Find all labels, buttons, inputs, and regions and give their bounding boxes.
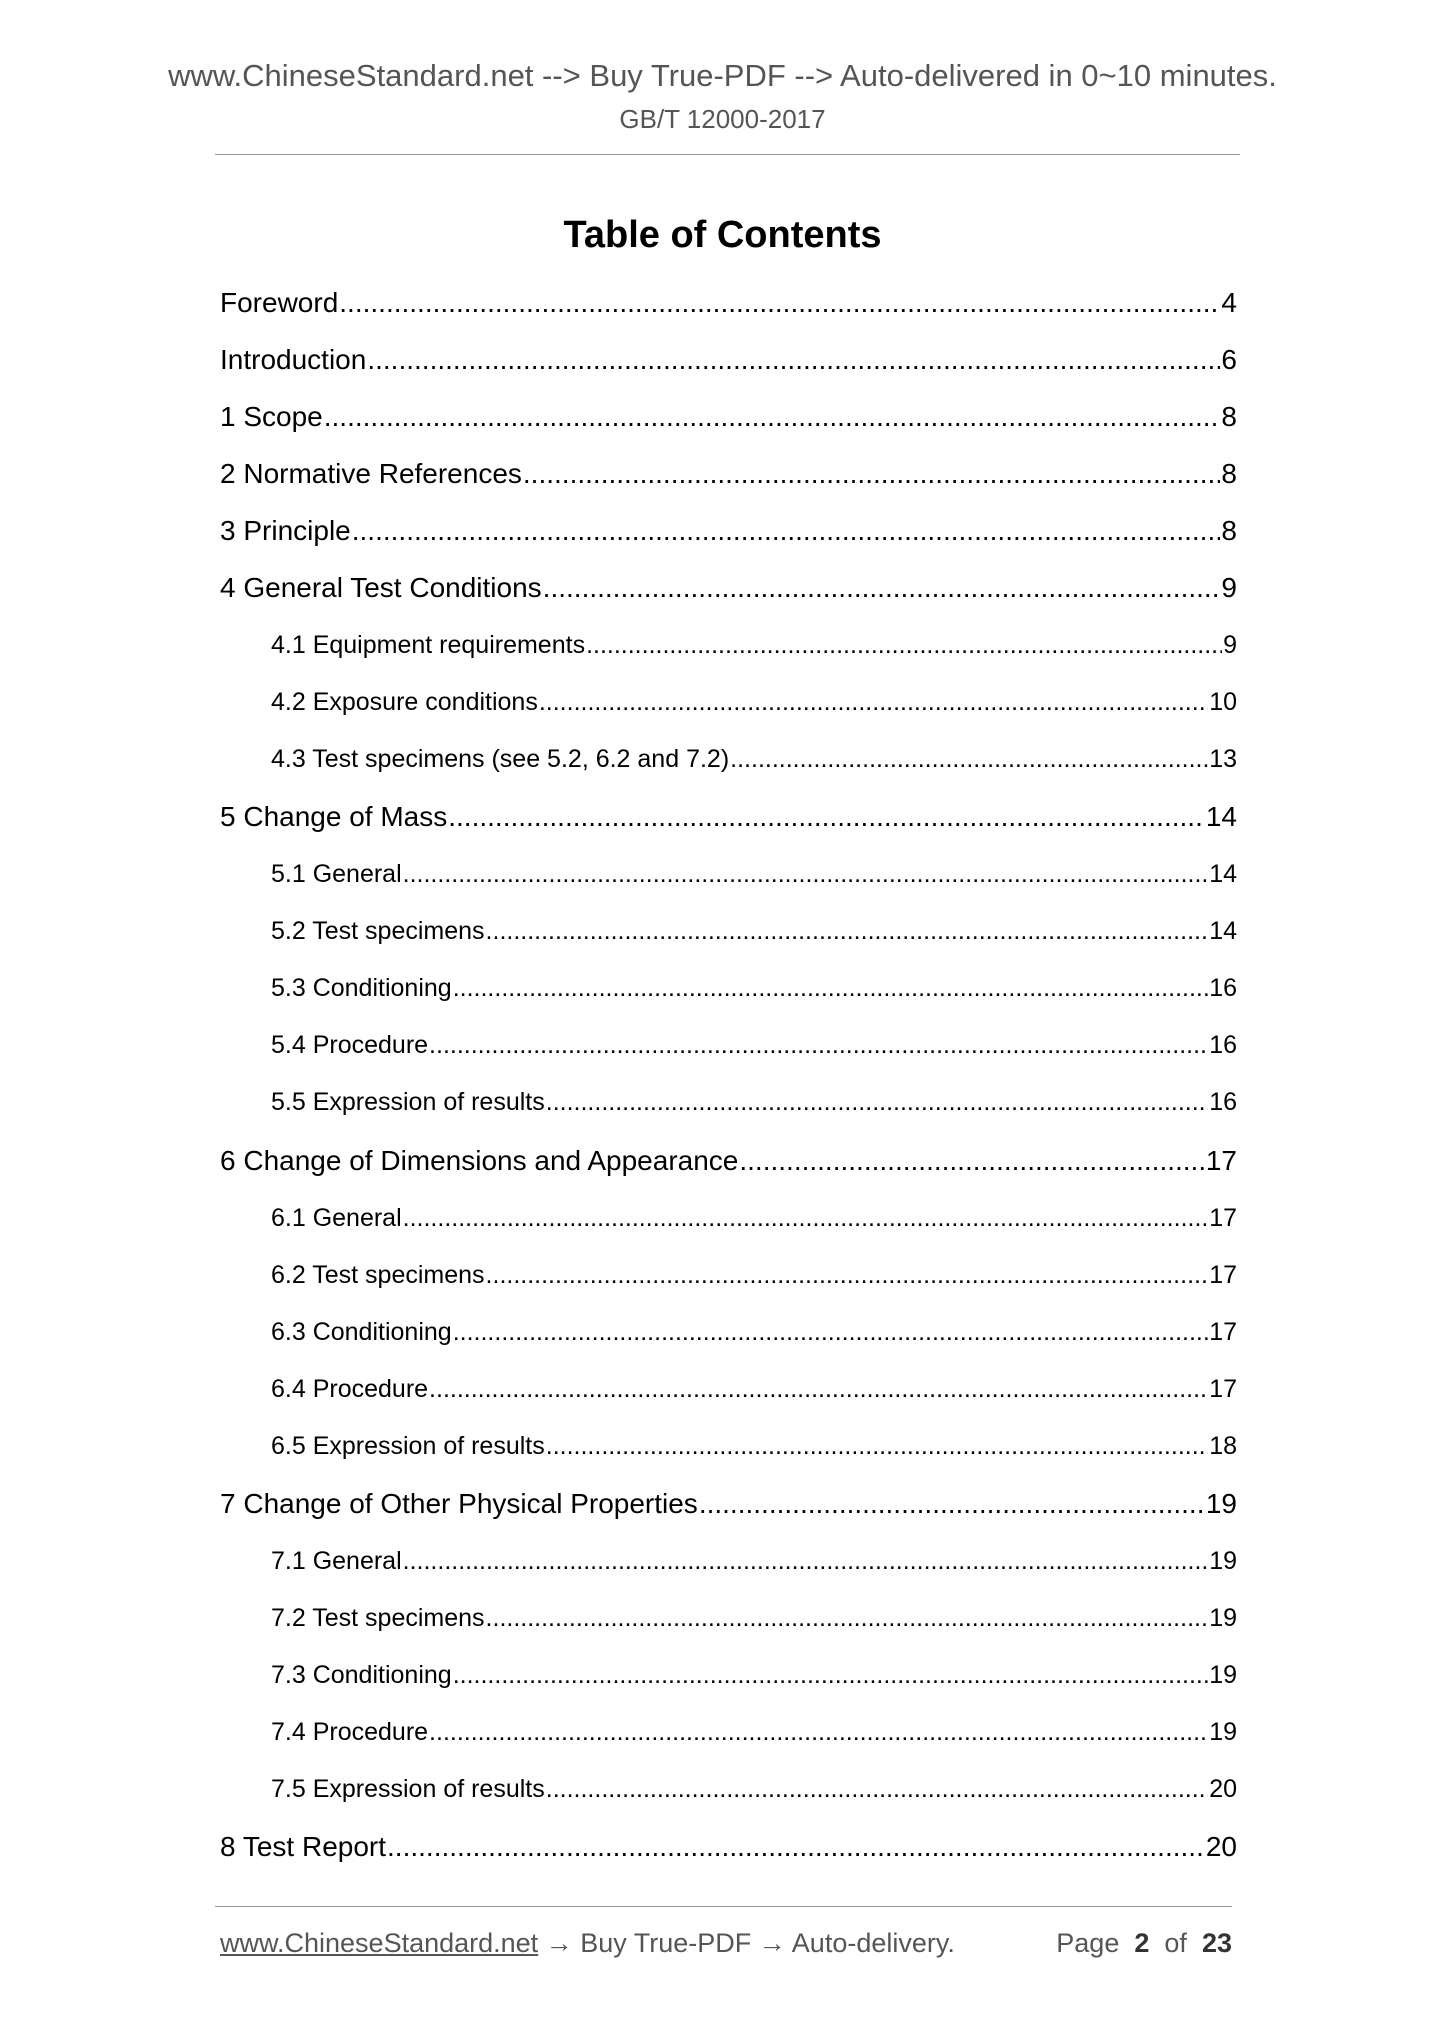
dot-leader bbox=[339, 287, 1220, 319]
toc-entry-7-5[interactable] bbox=[271, 1775, 1237, 1804]
toc-entry-7-4[interactable] bbox=[271, 1718, 1237, 1747]
toc-entry-label: Foreword bbox=[220, 287, 339, 318]
footer-divider bbox=[215, 1906, 1232, 1907]
footer-delivery-text: Auto-delivery. bbox=[791, 1928, 955, 1958]
dot-leader bbox=[586, 631, 1222, 660]
toc-entry-7[interactable] bbox=[220, 1488, 1237, 1520]
toc-entry-6[interactable] bbox=[220, 1145, 1237, 1177]
dot-leader bbox=[387, 1831, 1205, 1863]
toc-entry-page: 9 bbox=[1223, 631, 1237, 659]
toc-entry-label: 6.3 Conditioning bbox=[271, 1318, 452, 1346]
toc-entry-6-2[interactable] bbox=[271, 1261, 1237, 1290]
arrow-right-icon: → bbox=[545, 1928, 573, 1958]
toc-entry-5-4[interactable] bbox=[271, 1031, 1237, 1060]
page-word: Page bbox=[1056, 1928, 1120, 1958]
toc-entry-label: 6.2 Test specimens bbox=[271, 1261, 485, 1289]
footer-promo bbox=[220, 1928, 955, 1959]
toc-entry-label: 5 Change of Mass bbox=[220, 801, 448, 832]
dot-leader bbox=[403, 1204, 1209, 1233]
toc-entry-5-1[interactable] bbox=[271, 860, 1237, 889]
toc-entry-7-2[interactable] bbox=[271, 1604, 1237, 1633]
dot-leader bbox=[429, 1031, 1208, 1060]
dot-leader bbox=[739, 1145, 1204, 1177]
page-counter bbox=[1056, 1928, 1232, 1959]
toc-entry-6-5[interactable] bbox=[271, 1432, 1237, 1461]
toc-entry-label: 6.1 General bbox=[271, 1204, 402, 1232]
toc-entry-label: 1 Scope bbox=[220, 401, 323, 432]
toc-entry-page: 8 bbox=[1221, 458, 1237, 489]
toc-entry-page: 13 bbox=[1209, 745, 1237, 773]
dot-leader bbox=[730, 745, 1208, 774]
toc-entry-6-3[interactable] bbox=[271, 1318, 1237, 1347]
toc-entry-label: 6 Change of Dimensions and Appearance bbox=[220, 1145, 739, 1176]
dot-leader bbox=[429, 1375, 1208, 1404]
toc-entry-5-2[interactable] bbox=[271, 917, 1237, 946]
toc-entry-8[interactable] bbox=[220, 1831, 1237, 1863]
toc-entry-page: 19 bbox=[1209, 1718, 1237, 1746]
toc-entry-label: 7.4 Procedure bbox=[271, 1718, 429, 1746]
toc-entry-label: 6.5 Expression of results bbox=[271, 1432, 545, 1460]
toc-entry-4-2[interactable] bbox=[271, 688, 1237, 717]
toc-entry-label: 5.5 Expression of results bbox=[271, 1088, 545, 1116]
dot-leader bbox=[543, 572, 1221, 604]
toc-entry-6-4[interactable] bbox=[271, 1375, 1237, 1404]
toc-entry-page: 19 bbox=[1205, 1488, 1237, 1519]
toc-entry-label: 7.3 Conditioning bbox=[271, 1661, 452, 1689]
toc-entry-page: 19 bbox=[1209, 1661, 1237, 1689]
toc-entry-label: 3 Principle bbox=[220, 515, 351, 546]
dot-leader bbox=[699, 1488, 1205, 1520]
toc-entry-4-3[interactable] bbox=[271, 745, 1237, 774]
toc-entry-page: 17 bbox=[1209, 1375, 1237, 1403]
dot-leader bbox=[367, 344, 1220, 376]
toc-entry-4-1[interactable] bbox=[271, 631, 1237, 660]
toc-entry-page: 17 bbox=[1209, 1261, 1237, 1289]
toc-entry-page: 9 bbox=[1221, 572, 1237, 603]
toc-entry-label: Introduction bbox=[220, 344, 367, 375]
toc-entry-label: 4 General Test Conditions bbox=[220, 572, 542, 603]
toc-entry-page: 14 bbox=[1209, 860, 1237, 888]
dot-leader bbox=[453, 1661, 1208, 1690]
toc-entry-label: 7.1 General bbox=[271, 1547, 402, 1575]
dot-leader bbox=[429, 1718, 1208, 1747]
toc-entry-page: 6 bbox=[1221, 344, 1237, 375]
toc-entry-page: 18 bbox=[1209, 1432, 1237, 1460]
toc-entry-5[interactable] bbox=[220, 801, 1237, 833]
toc-entry-page: 14 bbox=[1209, 917, 1237, 945]
toc-entry-foreword[interactable] bbox=[220, 287, 1237, 319]
toc-entry-page: 17 bbox=[1209, 1204, 1237, 1232]
toc-entry-label: 5.4 Procedure bbox=[271, 1031, 429, 1059]
page-number: 2 bbox=[1134, 1928, 1150, 1958]
toc-entry-page: 8 bbox=[1221, 401, 1237, 432]
header-banner: www.ChineseStandard.net --> Buy True-PDF --> Auto-delivered in 0~10 minutes. bbox=[168, 58, 1277, 93]
toc-entry-page: 20 bbox=[1209, 1775, 1237, 1803]
dot-leader bbox=[539, 688, 1208, 717]
dot-leader bbox=[546, 1432, 1208, 1461]
toc-entry-5-5[interactable] bbox=[271, 1088, 1237, 1117]
toc-entry-page: 10 bbox=[1209, 688, 1237, 716]
toc-entry-7-1[interactable] bbox=[271, 1547, 1237, 1576]
toc-entry-4[interactable] bbox=[220, 572, 1237, 604]
dot-leader bbox=[546, 1088, 1208, 1117]
toc-entry-label: 7.2 Test specimens bbox=[271, 1604, 485, 1632]
toc-entry-page: 16 bbox=[1209, 1088, 1237, 1116]
toc-entry-label: 6.4 Procedure bbox=[271, 1375, 429, 1403]
toc-entry-label: 4.3 Test specimens (see 5.2, 6.2 and 7.2) bbox=[271, 745, 730, 773]
toc-entry-label: 7.5 Expression of results bbox=[271, 1775, 545, 1803]
arrow-right-icon: → bbox=[758, 1928, 786, 1958]
toc-entry-page: 16 bbox=[1209, 1031, 1237, 1059]
toc-entry-page: 16 bbox=[1209, 974, 1237, 1002]
toc-entry-page: 14 bbox=[1205, 801, 1237, 832]
page-total: 23 bbox=[1201, 1928, 1232, 1958]
of-word: of bbox=[1164, 1928, 1187, 1958]
toc-entry-5-3[interactable] bbox=[271, 974, 1237, 1003]
toc-entry-page: 4 bbox=[1221, 287, 1237, 318]
dot-leader bbox=[448, 801, 1205, 833]
footer-site-link[interactable]: www.ChineseStandard.net bbox=[220, 1928, 539, 1958]
dot-leader bbox=[403, 860, 1209, 889]
toc-entry-6-1[interactable] bbox=[271, 1204, 1237, 1233]
dot-leader bbox=[324, 401, 1221, 433]
toc-entry-label: 7 Change of Other Physical Properties bbox=[220, 1488, 698, 1519]
page-title: Table of Contents bbox=[563, 214, 882, 256]
dot-leader bbox=[453, 1318, 1208, 1347]
toc-entry-page: 17 bbox=[1209, 1318, 1237, 1346]
toc-entry-label: 4.1 Equipment requirements bbox=[271, 631, 586, 659]
toc-entry-label: 5.2 Test specimens bbox=[271, 917, 485, 945]
toc-entry-label: 8 Test Report bbox=[220, 1831, 387, 1862]
dot-leader bbox=[523, 458, 1221, 490]
toc-entry-page: 17 bbox=[1205, 1145, 1237, 1176]
dot-leader bbox=[453, 974, 1208, 1003]
dot-leader bbox=[546, 1775, 1208, 1804]
toc-entry-introduction[interactable] bbox=[220, 344, 1237, 376]
dot-leader bbox=[486, 917, 1209, 946]
toc-entry-2[interactable] bbox=[220, 458, 1237, 490]
toc-entry-page: 19 bbox=[1209, 1604, 1237, 1632]
toc-entry-page: 8 bbox=[1221, 515, 1237, 546]
dot-leader bbox=[403, 1547, 1209, 1576]
toc-entry-label: 2 Normative References bbox=[220, 458, 522, 489]
footer-buy-text: Buy True-PDF bbox=[580, 1928, 752, 1958]
toc-entry-label: 5.3 Conditioning bbox=[271, 974, 452, 1002]
header-divider bbox=[215, 154, 1240, 155]
toc-entry-page: 20 bbox=[1205, 1831, 1237, 1862]
standard-number: GB/T 12000-2017 bbox=[619, 104, 826, 134]
toc-entry-label: 4.2 Exposure conditions bbox=[271, 688, 538, 716]
toc-entry-1[interactable] bbox=[220, 401, 1237, 433]
toc-entry-7-3[interactable] bbox=[271, 1661, 1237, 1690]
toc-entry-label: 5.1 General bbox=[271, 860, 402, 888]
dot-leader bbox=[352, 515, 1221, 547]
dot-leader bbox=[486, 1261, 1209, 1290]
toc-entry-page: 19 bbox=[1209, 1547, 1237, 1575]
toc-entry-3[interactable] bbox=[220, 515, 1237, 547]
dot-leader bbox=[486, 1604, 1209, 1633]
